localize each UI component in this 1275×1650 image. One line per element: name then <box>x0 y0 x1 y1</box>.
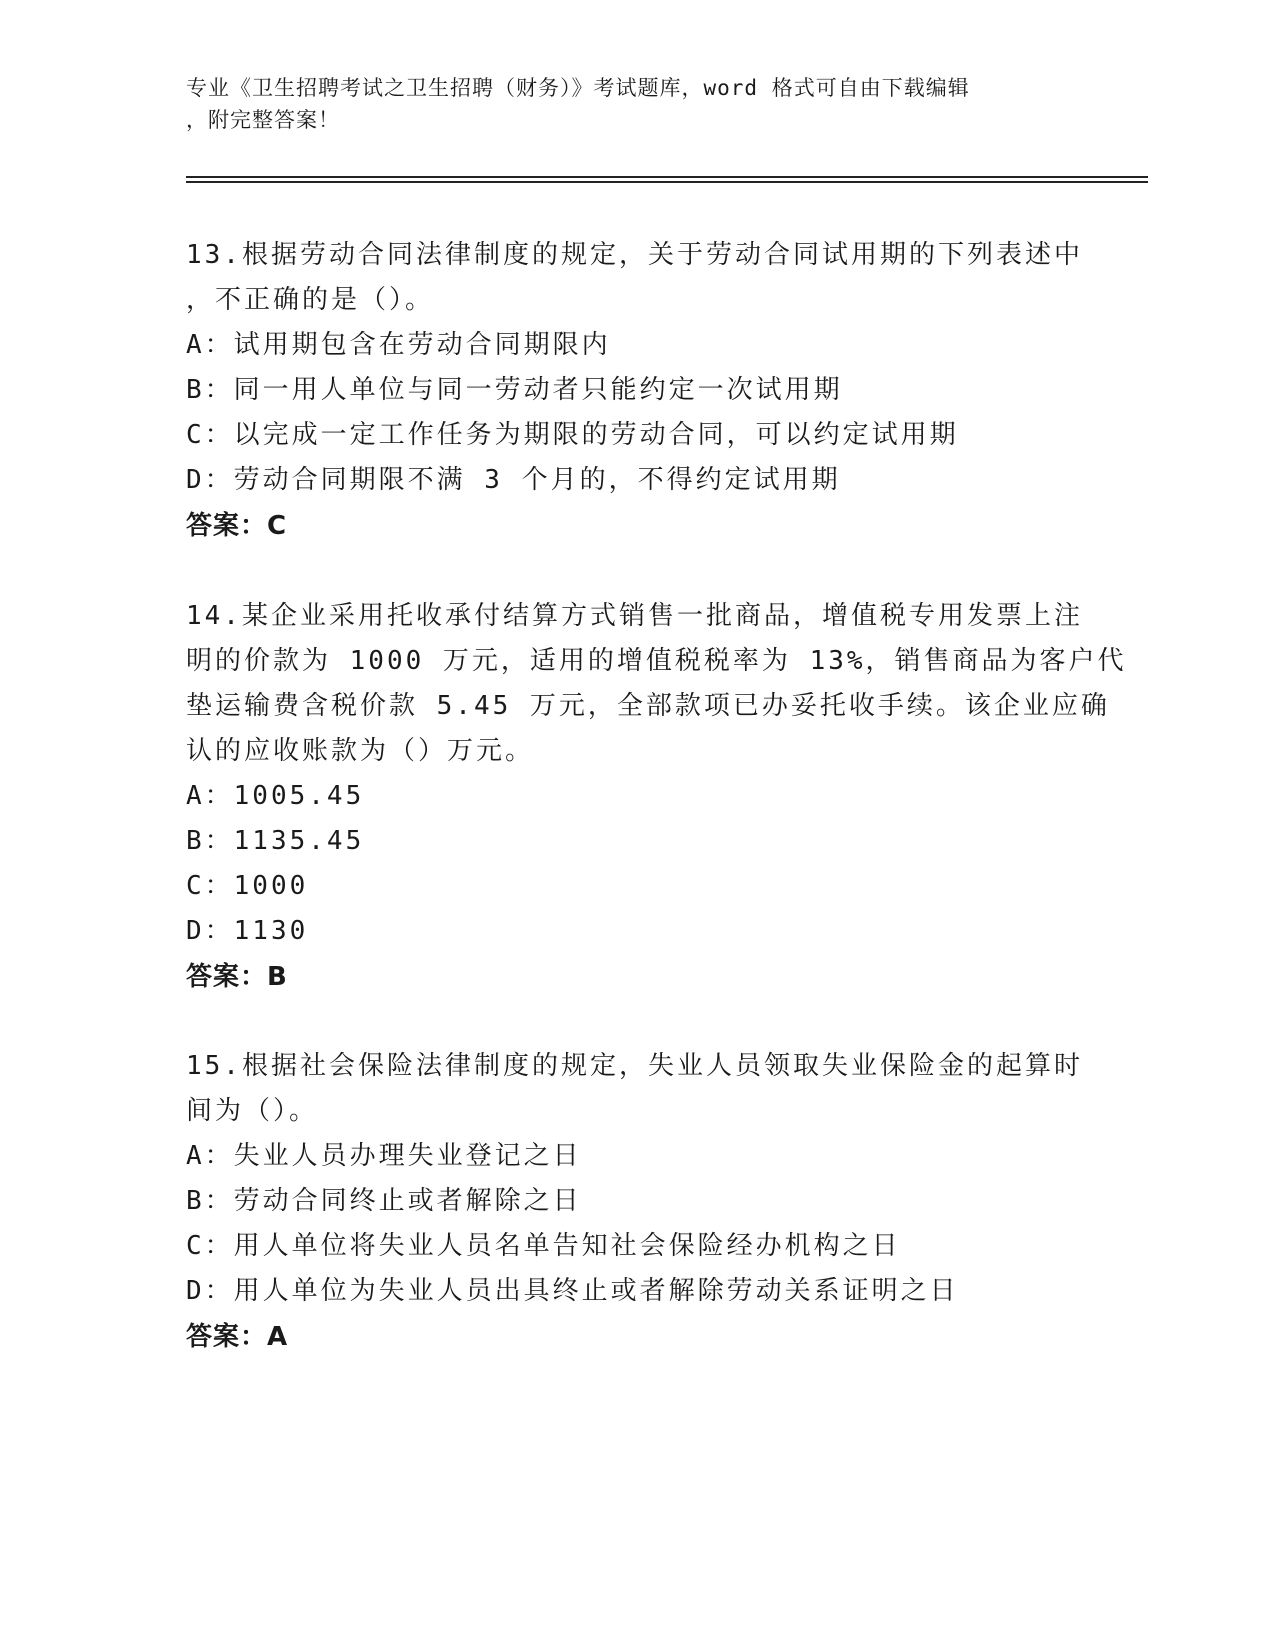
question-stem-line: 间为（）。 <box>186 1096 319 1126</box>
option-d: D：用人单位为失业人员出具终止或者解除劳动关系证明之日 <box>186 1276 959 1306</box>
option-d: D：1130 <box>186 916 309 946</box>
header-divider-bottom <box>186 181 1148 183</box>
document-header <box>186 72 1086 136</box>
header-line-2: ，附完整答案！ <box>186 108 340 132</box>
header-divider-top <box>186 176 1148 178</box>
question-stem-line: ，不正确的是（）。 <box>186 285 435 315</box>
option-b: B：劳动合同终止或者解除之日 <box>186 1186 582 1216</box>
header-line-1: 专业《卫生招聘考试之卫生招聘（财务）》考试题库，word 格式可自由下载编辑 <box>186 76 970 100</box>
answer: 答案：B <box>186 962 288 992</box>
question-15 <box>186 1044 1086 1360</box>
option-a: A：试用期包含在劳动合同期限内 <box>186 330 611 360</box>
question-stem-line: 15.根据社会保险法律制度的规定，失业人员领取失业保险金的起算时 <box>186 1051 1083 1081</box>
question-stem-line: 14.某企业采用托收承付结算方式销售一批商品，增值税专用发票上注 <box>186 601 1083 631</box>
question-14 <box>186 594 1127 1000</box>
option-c: C：1000 <box>186 871 309 901</box>
option-a: A：1005.45 <box>186 781 365 811</box>
question-stem-line: 认的应收账款为（）万元。 <box>186 736 535 766</box>
question-stem-line: 明的价款为 1000 万元，适用的增值税税率为 13%，销售商品为客户代 <box>186 646 1127 676</box>
option-b: B：同一用人单位与同一劳动者只能约定一次试用期 <box>186 375 843 405</box>
answer: 答案：C <box>186 511 288 541</box>
question-stem <box>186 1044 1086 1134</box>
option-d: D：劳动合同期限不满 3 个月的，不得约定试用期 <box>186 465 841 495</box>
option-a: A：失业人员办理失业登记之日 <box>186 1141 582 1171</box>
option-b: B：1135.45 <box>186 826 365 856</box>
question-stem <box>186 594 1127 774</box>
option-c: C：以完成一定工作任务为期限的劳动合同，可以约定试用期 <box>186 420 959 450</box>
question-stem <box>186 233 1086 323</box>
question-stem-line: 垫运输费含税价款 5.45 万元，全部款项已办妥托收手续。该企业应确 <box>186 691 1110 721</box>
question-13 <box>186 233 1086 549</box>
option-c: C：用人单位将失业人员名单告知社会保险经办机构之日 <box>186 1231 901 1261</box>
answer: 答案：A <box>186 1322 289 1352</box>
question-stem-line: 13.根据劳动合同法律制度的规定，关于劳动合同试用期的下列表述中 <box>186 240 1083 270</box>
